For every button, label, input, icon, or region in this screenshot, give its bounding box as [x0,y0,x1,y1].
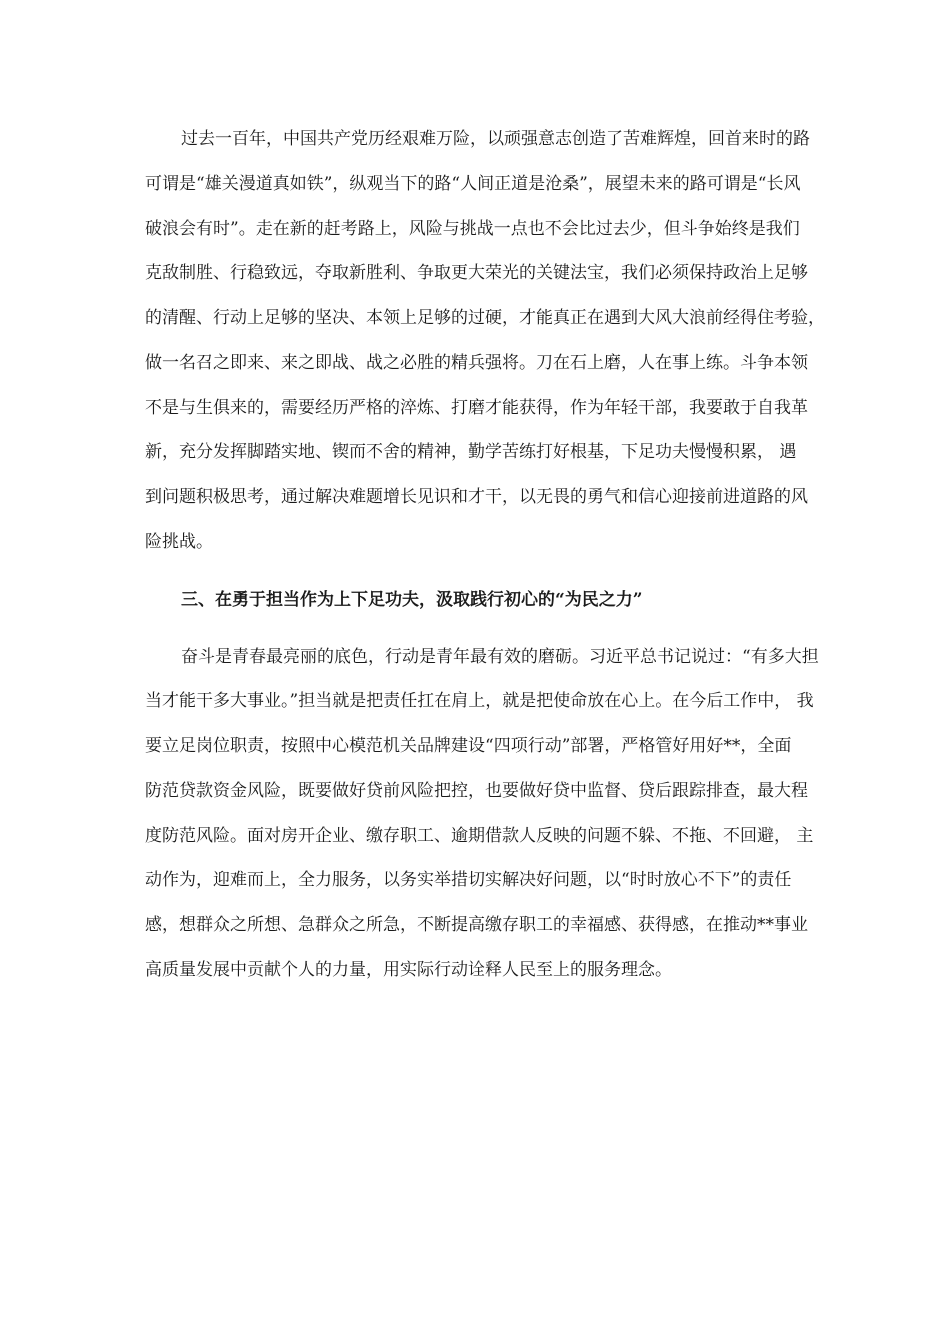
paragraph-1-line-10: 险挑战。 [145,532,213,552]
paragraph-1-line-9: 到问题积极思考，通过解决难题增长见识和才干，以无畏的勇气和信心迎接前进道路的风 [145,487,808,507]
section-heading: 三、在勇于担当作为上下足功夫，汲取践行初心的“为民之力” [181,590,643,610]
paragraph-2-line-3: 要立足岗位职责，按照中心模范机关品牌建设“四项行动”部署，严格管好用好**，全面 [145,736,792,756]
paragraph-1-line-3: 破浪会有时”。走在新的赶考路上，风险与挑战一点也不会比过去少，但斗争始终是我们 [145,219,800,239]
paragraph-2-line-7: 感，想群众之所想、急群众之所急，不断提高缴存职工的幸福感、获得感，在推动**事业 [145,915,808,935]
paragraph-2-line-5: 度防范风险。面对房开企业、缴存职工、逾期借款人反映的问题不躲、不拖、不回避， 主 [145,826,814,846]
paragraph-2-line-1: 奋斗是青春最亮丽的底色，行动是青年最有效的磨砺。习近平总书记说过：“有多大担 [181,647,819,667]
paragraph-2-line-8: 高质量发展中贡献个人的力量，用实际行动诠释人民至上的服务理念。 [145,960,672,980]
paragraph-1-line-1: 过去一百年，中国共产党历经艰难万险，以顽强意志创造了苦难辉煌，回首来时的路 [181,129,810,149]
paragraph-1-line-6: 做一名召之即来、来之即战、战之必胜的精兵强将。刀在石上磨，人在事上练。斗争本领 [145,353,808,373]
paragraph-2-line-6: 动作为，迎难而上，全力服务，以务实举措切实解决好问题，以“时时放心不下”的责任 [145,870,792,890]
paragraph-1-line-4: 克敌制胜、行稳致远，夺取新胜利、争取更大荣光的关键法宝，我们必须保持政治上足够 [145,263,808,283]
paragraph-1-line-7: 不是与生俱来的，需要经历严格的淬炼、打磨才能获得，作为年轻干部，我要敢于自我革 [145,398,808,418]
paragraph-1-line-5: 的清醒、行动上足够的坚决、本领上足够的过硬，才能真正在遇到大风大浪前经得住考验， [145,308,825,328]
paragraph-1-line-2: 可谓是“雄关漫道真如铁”，纵观当下的路“人间正道是沧桑”，展望未来的路可谓是“长风 [145,174,801,194]
paragraph-2-line-4: 防范贷款资金风险，既要做好贷前风险把控，也要做好贷中监督、贷后跟踪排查，最大程 [145,781,808,801]
paragraph-2-line-2: 当才能干多大事业。”担当就是把责任扛在肩上，就是把使命放在心上。在今后工作中， 我 [145,691,814,711]
paragraph-1-line-8: 新，充分发挥脚踏实地、锲而不舍的精神，勤学苦练打好根基，下足功夫慢慢积累， 遇 [145,442,797,462]
